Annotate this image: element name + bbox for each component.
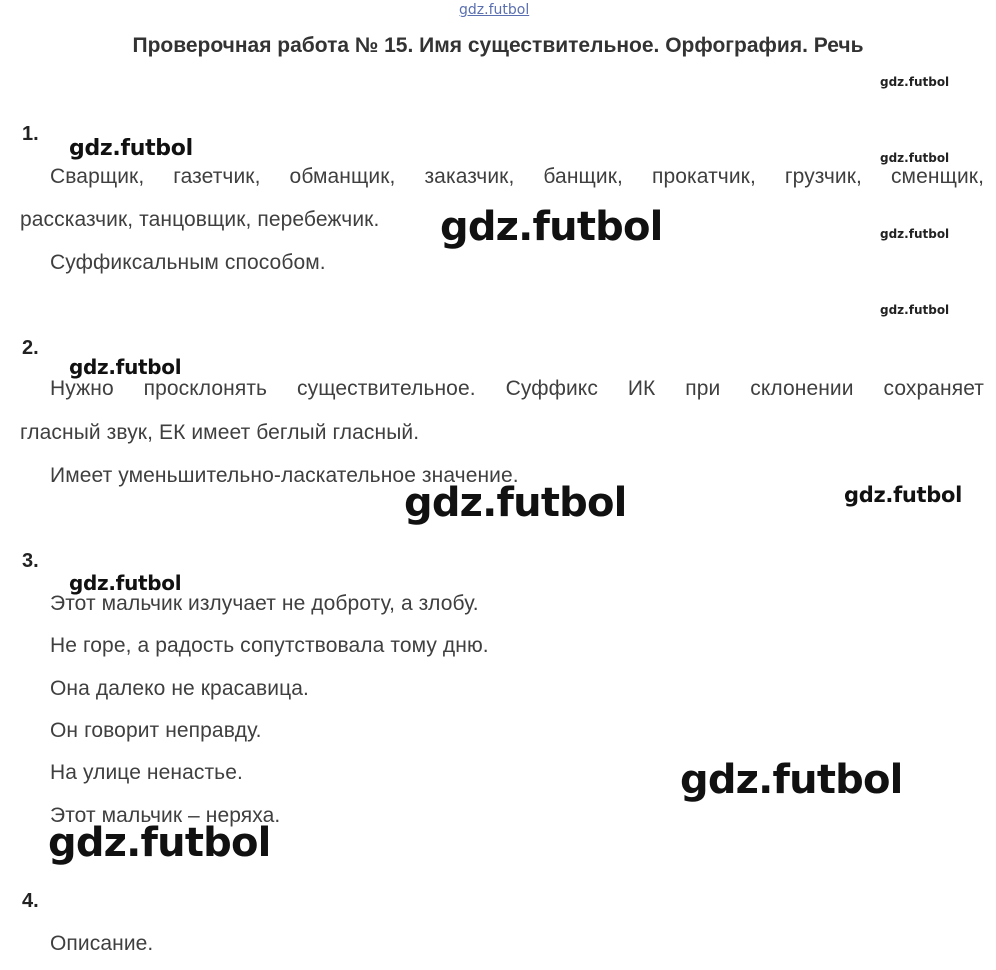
- watermark-large: gdz.futbol: [680, 757, 903, 803]
- task-3-line-3: Она далеко не красавица.: [50, 677, 309, 700]
- task-4-number: 4.: [22, 890, 39, 912]
- task-3-line-6: Этот мальчик – неряха.: [50, 804, 281, 827]
- task-1-number: 1.: [22, 123, 39, 145]
- watermark-large: gdz.futbol: [440, 204, 663, 250]
- page-title: Проверочная работа № 15. Имя существительное. Орфография. Речь: [132, 34, 864, 57]
- watermark-small: gdz.futbol: [880, 227, 950, 241]
- task-1-line-1: Сварщик, газетчик, обманщик, заказчик, банщик, прокатчик, грузчик, сменщик,: [50, 165, 984, 188]
- task-2-number: 2.: [22, 337, 39, 359]
- task-3-line-4: Он говорит неправду.: [50, 719, 262, 742]
- task-2-line-2: гласный звук, ЕК имеет беглый гласный.: [20, 421, 420, 444]
- watermark-small: gdz.futbol: [880, 151, 950, 165]
- watermark-medium: gdz.futbol: [69, 571, 182, 595]
- task-1-line-3: Суффиксальным способом.: [50, 251, 326, 274]
- watermark-medium: gdz.futbol: [69, 355, 182, 379]
- task-3-line-5: На улице ненастье.: [50, 761, 243, 784]
- watermark-medium: gdz.futbol: [844, 483, 963, 507]
- task-2-line-1: Нужно просклонять существительное. Суффикс ИК при склонении сохраняет: [50, 377, 984, 400]
- task-3-line-2: Не горе, а радость сопутствовала тому дню.: [50, 634, 489, 657]
- watermark-large: gdz.futbol: [404, 480, 627, 526]
- task-4-line-1: Описание.: [50, 932, 154, 955]
- task-3-number: 3.: [22, 550, 39, 572]
- watermark-small: gdz.futbol: [880, 75, 950, 89]
- task-2-line-3: Имеет уменьшительно-ласкательное значение.: [50, 464, 519, 487]
- task-3-line-1: Этот мальчик излучает не доброту, а злобу.: [50, 592, 479, 615]
- watermark-large: gdz.futbol: [48, 820, 271, 866]
- task-1-line-2: рассказчик, танцовщик, перебежчик.: [20, 208, 380, 231]
- watermark-top-link[interactable]: gdz.futbol: [459, 2, 530, 18]
- watermark-small: gdz.futbol: [880, 303, 950, 317]
- watermark-medium: gdz.futbol: [69, 136, 193, 161]
